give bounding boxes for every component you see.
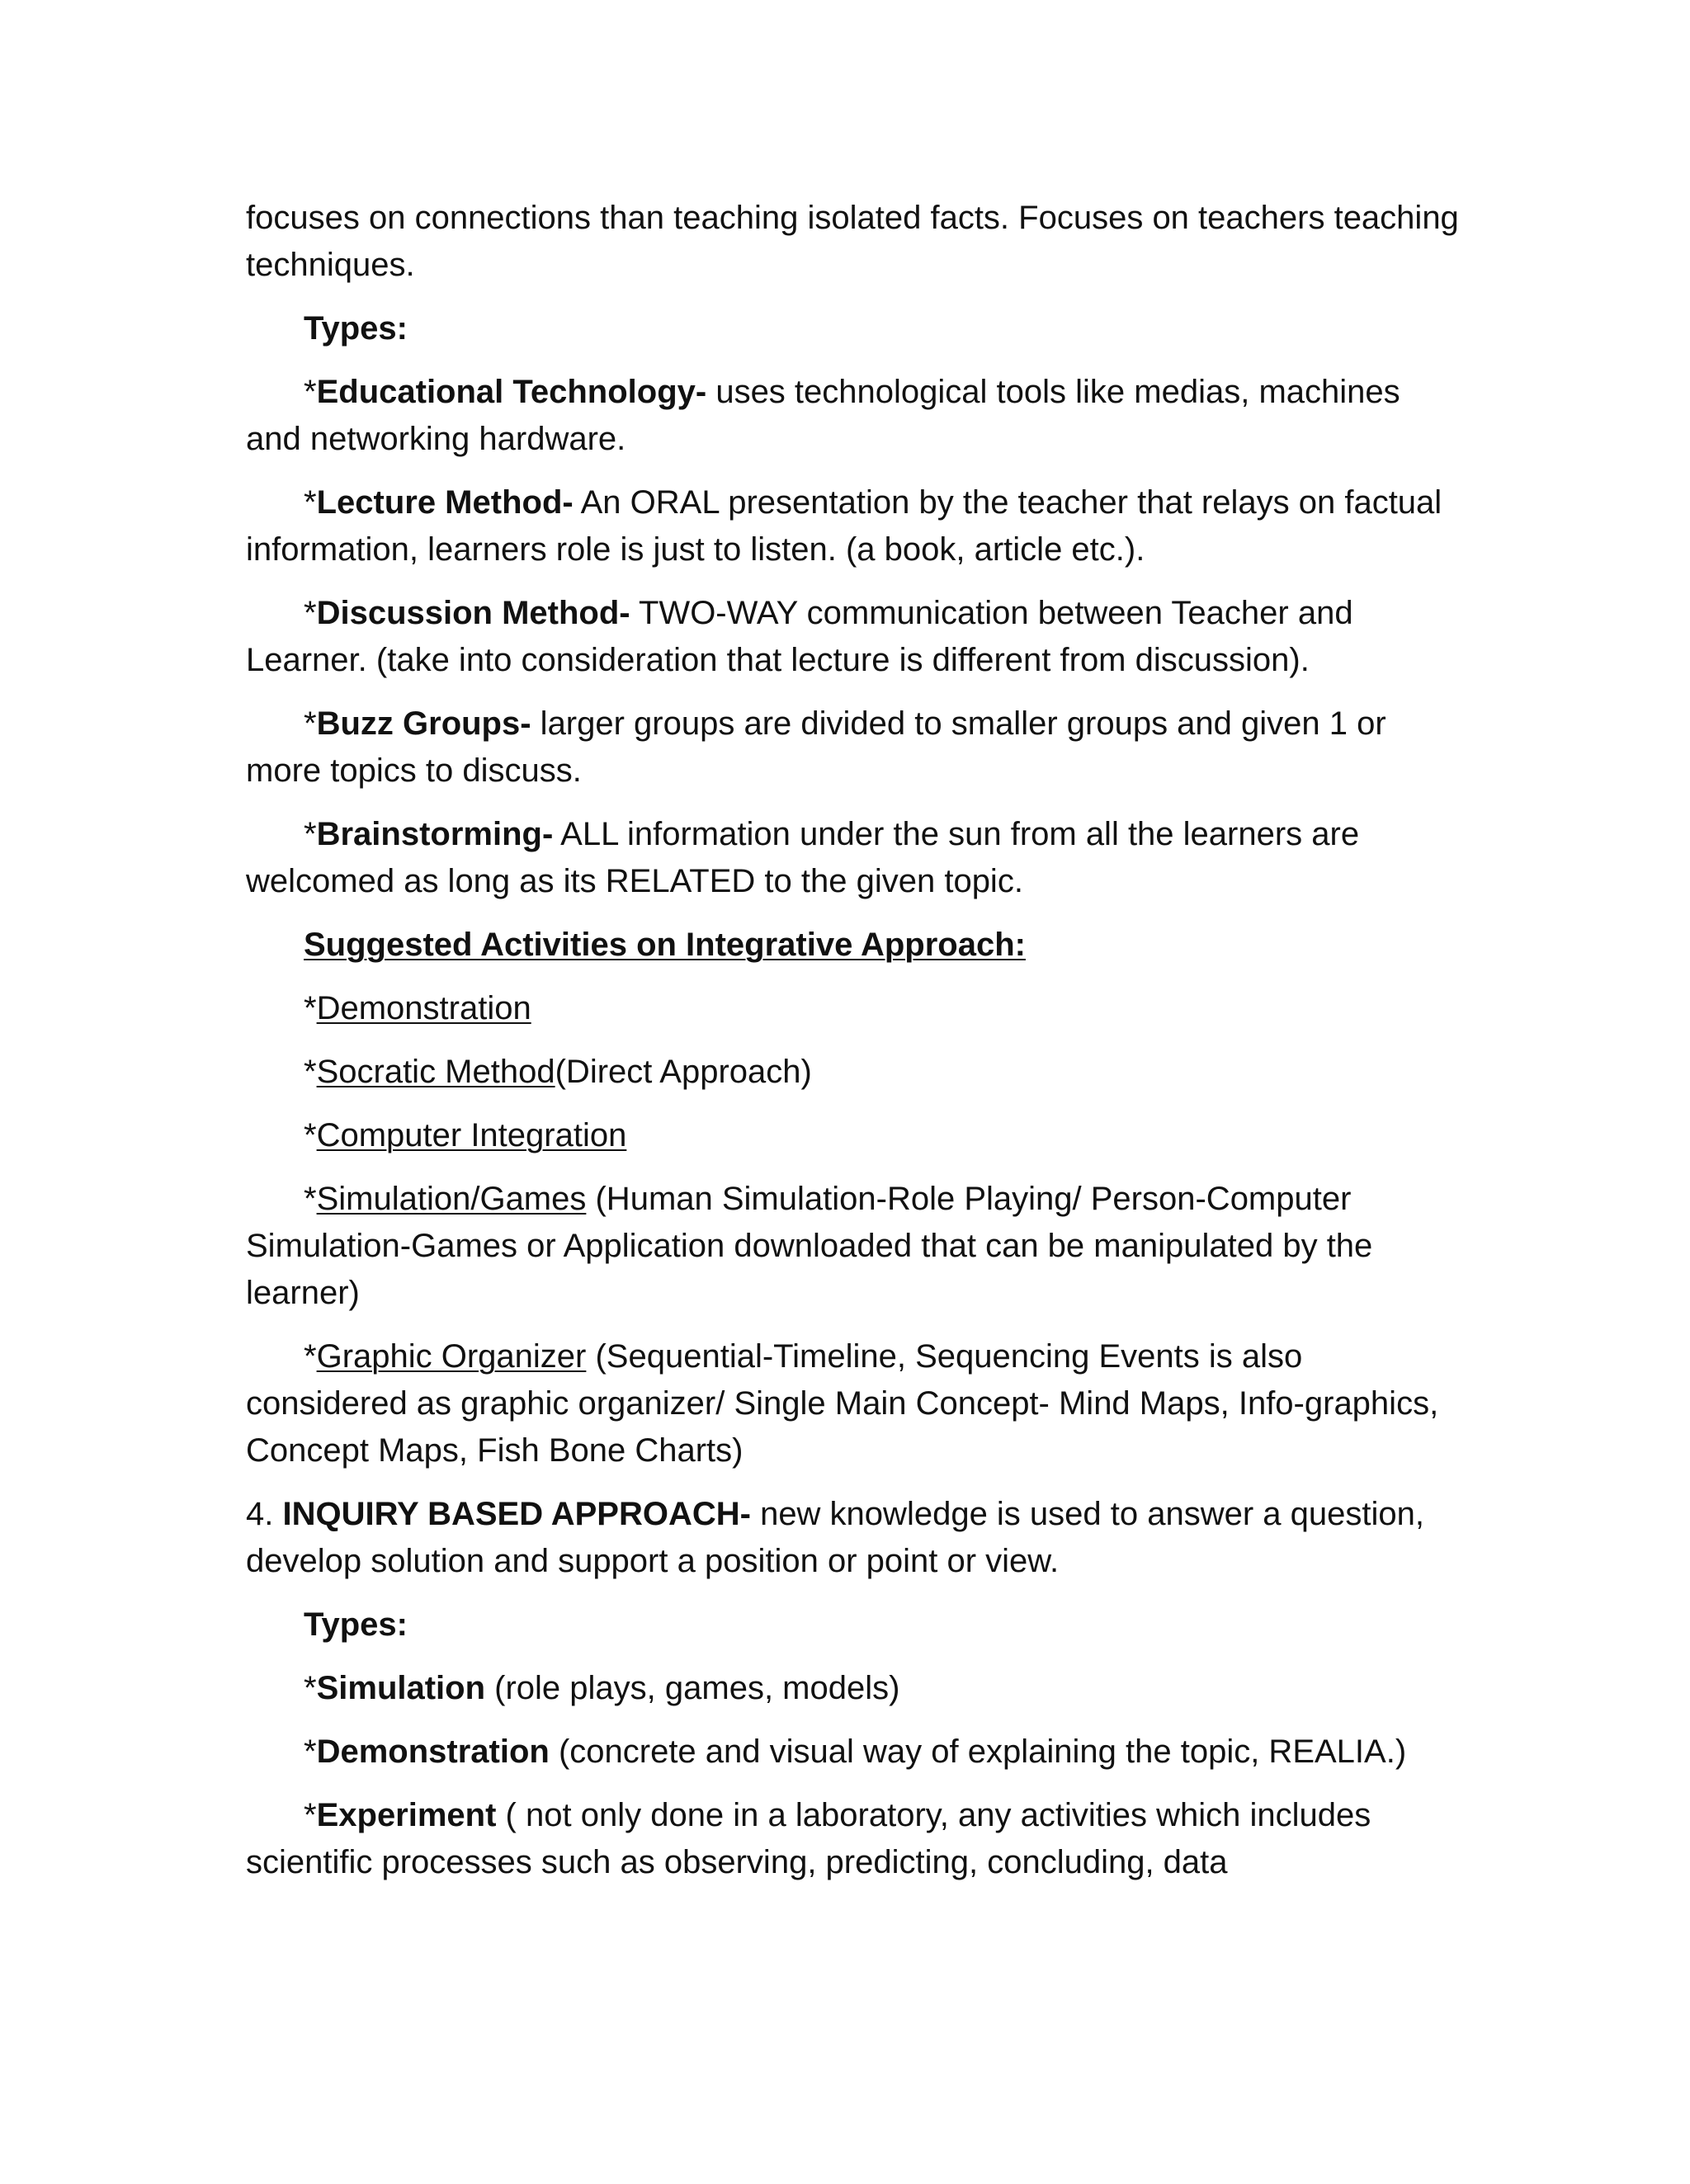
item-term: Educational Technology- [316,374,707,410]
types-heading-1-text: Types: [304,310,408,347]
bullet-prefix: * [304,1797,317,1833]
types-item-lecture-method [246,479,1459,573]
item-term: Demonstration [316,1734,550,1770]
item-description: uses technological tools like medias, machines and networking hardware. [246,374,1400,457]
bullet-prefix: * [304,816,317,852]
suggested-item-demonstration [246,985,1459,1032]
types-heading-1 [246,305,1459,352]
suggested-item-computer-integration [246,1112,1459,1159]
bullet-prefix: * [304,705,317,742]
item-term: Discussion Method- [316,595,630,631]
bullet-prefix: * [304,1338,317,1375]
item-description: (role plays, games, models) [485,1670,900,1706]
types-item-brainstorming [246,811,1459,905]
item-description: ( not only done in a laboratory, any activities which includes scientific processes such as observing, predicting, concluding, data [246,1797,1371,1880]
bullet-prefix: * [304,1670,317,1706]
item-description: larger groups are divided to smaller groups and given 1 or more topics to discuss. [246,705,1386,789]
item-term: Buzz Groups- [316,705,531,742]
suggested-item-socratic-method [246,1049,1459,1096]
item-description: ALL information under the sun from all the learners are welcomed as long as its RELATED to the given topic. [246,816,1360,899]
types2-item-simulation [246,1665,1459,1712]
suggested-item-simulation-games [246,1176,1459,1317]
suggested-activities-heading-text: Suggested Activities on Integrative Approach: [304,927,1026,963]
document-body [246,195,1459,1903]
bullet-prefix: * [304,374,317,410]
section-term: INQUIRY BASED APPROACH- [282,1496,751,1532]
types2-item-experiment [246,1792,1459,1886]
item-description: (concrete and visual way of explaining the topic, REALIA.) [549,1734,1407,1770]
item-description: (Sequential-Timeline, Sequencing Events is also considered as graphic organizer/ Single Main Concept- Mind Maps, Info-graphics, Concept Maps, Fish Bone Charts) [246,1338,1439,1469]
types-item-buzz-groups [246,700,1459,795]
item-term: Experiment [316,1797,497,1833]
section-description: new knowledge is used to answer a question, develop solution and support a position or point or view. [246,1496,1425,1579]
bullet-prefix: * [304,1181,317,1217]
types-heading-2-text: Types: [304,1606,408,1643]
item-term: Simulation/Games [316,1181,587,1217]
item-term: Brainstorming- [316,816,554,852]
types-item-discussion-method [246,590,1459,684]
section-number: 4. [246,1496,283,1532]
section-4-inquiry-based-approach [246,1491,1459,1585]
intro-text: focuses on connections than teaching isolated facts. Focuses on teachers teaching techniques. [246,200,1459,283]
item-term: Socratic Method [316,1054,555,1090]
bullet-prefix: * [304,595,317,631]
types2-item-demonstration [246,1729,1459,1776]
item-term: Demonstration [316,990,531,1026]
item-description: (Human Simulation-Role Playing/ Person-Computer Simulation-Games or Application downloaded that can be manipulated by the learner) [246,1181,1373,1311]
types-heading-2 [246,1601,1459,1649]
intro-paragraph [246,195,1459,289]
suggested-item-graphic-organizer [246,1333,1459,1474]
bullet-prefix: * [304,484,317,521]
bullet-prefix: * [304,1054,317,1090]
suggested-activities-heading [246,922,1459,969]
types-item-educational-technology [246,369,1459,463]
item-term: Computer Integration [316,1117,627,1153]
item-description: (Direct Approach) [555,1054,812,1090]
item-description: TWO-WAY communication between Teacher and Learner. (take into consideration that lecture is different from discussion). [246,595,1353,678]
item-term: Graphic Organizer [316,1338,587,1375]
bullet-prefix: * [304,1117,317,1153]
item-description: An ORAL presentation by the teacher that relays on factual information, learners role is just to listen. (a book, article etc.). [246,484,1442,568]
bullet-prefix: * [304,1734,317,1770]
item-term: Lecture Method- [316,484,574,521]
item-term: Simulation [316,1670,486,1706]
bullet-prefix: * [304,990,317,1026]
